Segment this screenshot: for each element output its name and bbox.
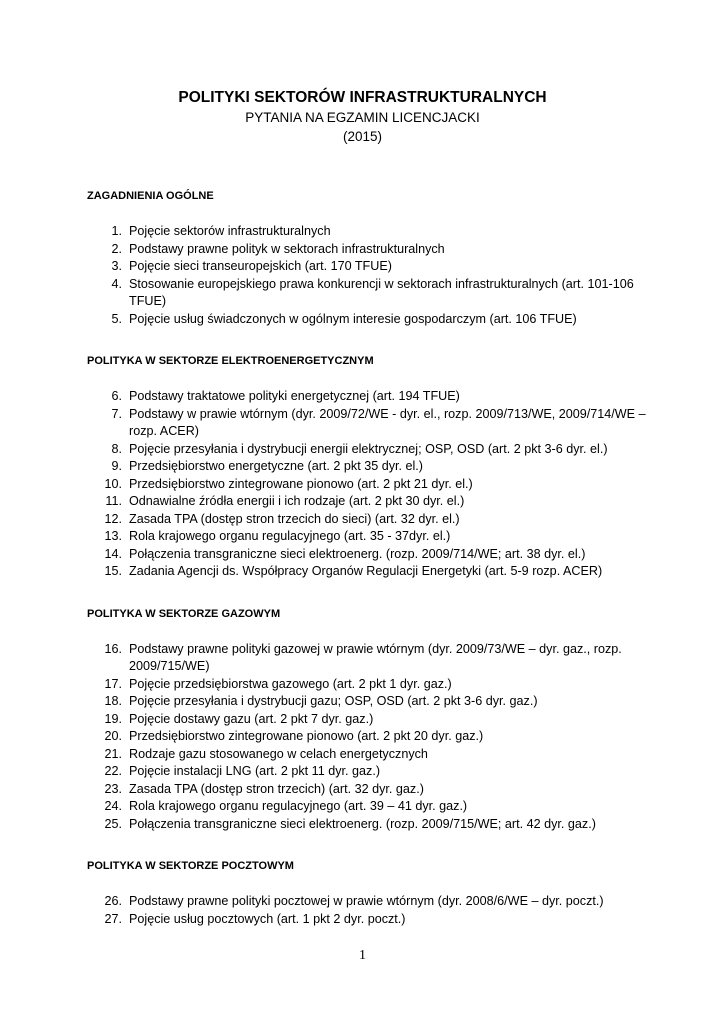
list-item — [87, 816, 647, 834]
section-gas — [87, 607, 647, 834]
item-text: Połączenia transgraniczne sieci elektroenerg. (rozp. 2009/715/WE; art. 42 dyr. gaz.) — [129, 816, 596, 831]
item-text: Pojęcie dostawy gazu (art. 2 pkt 7 dyr. gaz.) — [129, 711, 374, 726]
item-text: Przedsiębiorstwo energetyczne (art. 2 pkt 35 dyr. el.) — [129, 459, 423, 473]
list-item — [87, 528, 647, 546]
item-number: 11. — [105, 494, 122, 508]
item-text: Pojęcie przesyłania i dystrybucji gazu; OSP, OSD (art. 2 pkt 3-6 dyr. gaz.) — [129, 694, 538, 708]
document-header — [0, 88, 725, 146]
item-text: Podstawy prawne polityki pocztowej w prawie wtórnym (dyr. 2008/6/WE – dyr. poczt.) — [129, 894, 604, 908]
section-general — [87, 189, 647, 328]
list-item — [87, 911, 647, 929]
item-number: 7. — [111, 406, 122, 421]
list-item — [87, 258, 647, 276]
item-number: 18. — [104, 694, 122, 708]
list-item — [87, 493, 647, 511]
item-text: Zadania Agencji ds. Współpracy Organów Regulacji Energetyki (art. 5-9 rozp. ACER) — [129, 564, 603, 578]
section-heading: ZAGADNIENIA OGÓLNE — [87, 190, 214, 202]
item-number: 5. — [111, 311, 122, 326]
list-item — [87, 441, 647, 459]
item-text: Rodzaje gazu stosowanego w celach energetycznych — [129, 746, 428, 761]
item-text: Zasada TPA (dostęp stron trzecich) (art. 32 dyr. gaz.) — [129, 781, 424, 796]
item-number: 14. — [104, 546, 122, 561]
list-item — [87, 676, 647, 694]
list-item — [87, 563, 647, 581]
item-number: 17. — [104, 676, 122, 691]
item-text: Pojęcie usług pocztowych (art. 1 pkt 2 dyr. poczt.) — [129, 911, 406, 926]
item-text: Rola krajowego organu regulacyjnego (art. 39 – 41 dyr. gaz.) — [129, 799, 468, 813]
item-text: Podstawy prawne polityki gazowej w prawie wtórnym (dyr. 2009/73/WE – dyr. gaz., rozp. 2009/715/WE) — [129, 641, 622, 673]
list-item — [87, 641, 647, 676]
list-item — [87, 241, 647, 259]
item-number: 4. — [111, 276, 122, 291]
list-item — [87, 746, 647, 764]
item-number: 13. — [104, 529, 122, 543]
item-number: 3. — [111, 259, 122, 273]
item-number: 27. — [104, 911, 122, 926]
item-text: Pojęcie przesyłania i dystrybucji energii elektrycznej; OSP, OSD (art. 2 pkt 3-6 dyr. el.) — [129, 441, 608, 456]
question-list — [87, 893, 647, 928]
list-item — [87, 798, 647, 816]
item-text: Odnawialne źródła energii i ich rodzaje (art. 2 pkt 30 dyr. el.) — [129, 494, 465, 508]
question-list — [87, 223, 647, 328]
item-number: 6. — [111, 389, 122, 403]
item-text: Pojęcie sieci transeuropejskich (art. 170 TFUE) — [129, 259, 392, 273]
list-item — [87, 781, 647, 799]
question-sections — [87, 189, 647, 954]
item-number: 12. — [104, 511, 122, 526]
section-electricity — [87, 354, 647, 581]
item-number: 16. — [104, 641, 122, 656]
item-number: 21. — [104, 746, 122, 761]
item-text: Pojęcie instalacji LNG (art. 2 pkt 11 dyr. gaz.) — [129, 764, 381, 778]
item-number: 9. — [111, 459, 122, 473]
list-item — [87, 388, 647, 406]
section-heading: POLITYKA W SEKTORZE GAZOWYM — [87, 607, 281, 620]
section-heading: POLITYKA W SEKTORZE ELEKTROENERGETYCZNYM — [87, 355, 374, 367]
item-text: Połączenia transgraniczne sieci elektroenerg. (rozp. 2009/714/WE; art. 38 dyr. el.) — [129, 546, 586, 561]
item-text: Podstawy traktatowe polityki energetycznej (art. 194 TFUE) — [129, 389, 460, 403]
item-number: 10. — [104, 476, 122, 491]
list-item — [87, 458, 647, 476]
list-item — [87, 763, 647, 781]
item-number: 23. — [104, 781, 122, 796]
list-item — [87, 711, 647, 729]
document-subtitle: PYTANIA NA EGZAMIN LICENCJACKI — [245, 110, 480, 125]
item-number: 15. — [104, 564, 122, 578]
list-item — [87, 893, 647, 911]
page-number: 1 — [359, 948, 366, 963]
item-number: 2. — [111, 241, 122, 256]
item-number: 8. — [111, 441, 122, 456]
item-text: Stosowanie europejskiego prawa konkurencji w sektorach infrastrukturalnych (art. 101-106 TFUE) — [129, 276, 634, 308]
item-number: 1. — [111, 224, 122, 238]
list-item — [87, 406, 647, 441]
item-text: Przedsiębiorstwo zintegrowane pionowo (art. 2 pkt 21 dyr. el.) — [129, 476, 473, 491]
item-text: Zasada TPA (dostęp stron trzecich do sieci) (art. 32 dyr. el.) — [129, 511, 460, 526]
item-number: 22. — [104, 764, 122, 778]
item-text: Pojęcie sektorów infrastrukturalnych — [129, 224, 331, 238]
item-text: Pojęcie usług świadczonych w ogólnym interesie gospodarczym (art. 106 TFUE) — [129, 311, 577, 326]
list-item — [87, 311, 647, 329]
document-year: (2015) — [342, 129, 383, 144]
item-text: Przedsiębiorstwo zintegrowane pionowo (art. 2 pkt 20 dyr. gaz.) — [129, 729, 484, 743]
list-item — [87, 693, 647, 711]
question-list — [87, 641, 647, 834]
item-number: 20. — [104, 729, 122, 743]
item-number: 19. — [104, 711, 122, 726]
item-text: Rola krajowego organu regulacyjnego (art. 35 - 37dyr. el.) — [129, 529, 451, 543]
section-heading: POLITYKA W SEKTORZE POCZTOWYM — [87, 860, 294, 872]
list-item — [87, 511, 647, 529]
list-item — [87, 223, 647, 241]
document-title: POLITYKI SEKTORÓW INFRASTRUKTURALNYCH — [178, 89, 547, 106]
list-item — [87, 276, 647, 311]
item-text: Podstawy w prawie wtórnym (dyr. 2009/72/WE - dyr. el., rozp. 2009/713/WE, 2009/714/WE – rozp. ACER) — [129, 406, 646, 438]
item-number: 25. — [104, 816, 122, 831]
item-text: Pojęcie przedsiębiorstwa gazowego (art. 2 pkt 1 dyr. gaz.) — [129, 676, 452, 691]
list-item — [87, 728, 647, 746]
item-number: 24. — [104, 799, 122, 813]
list-item — [87, 476, 647, 494]
question-list — [87, 388, 647, 581]
section-postal — [87, 859, 647, 928]
item-number: 26. — [104, 894, 122, 908]
item-text: Podstawy prawne polityk w sektorach infrastrukturalnych — [129, 241, 445, 256]
list-item — [87, 546, 647, 564]
